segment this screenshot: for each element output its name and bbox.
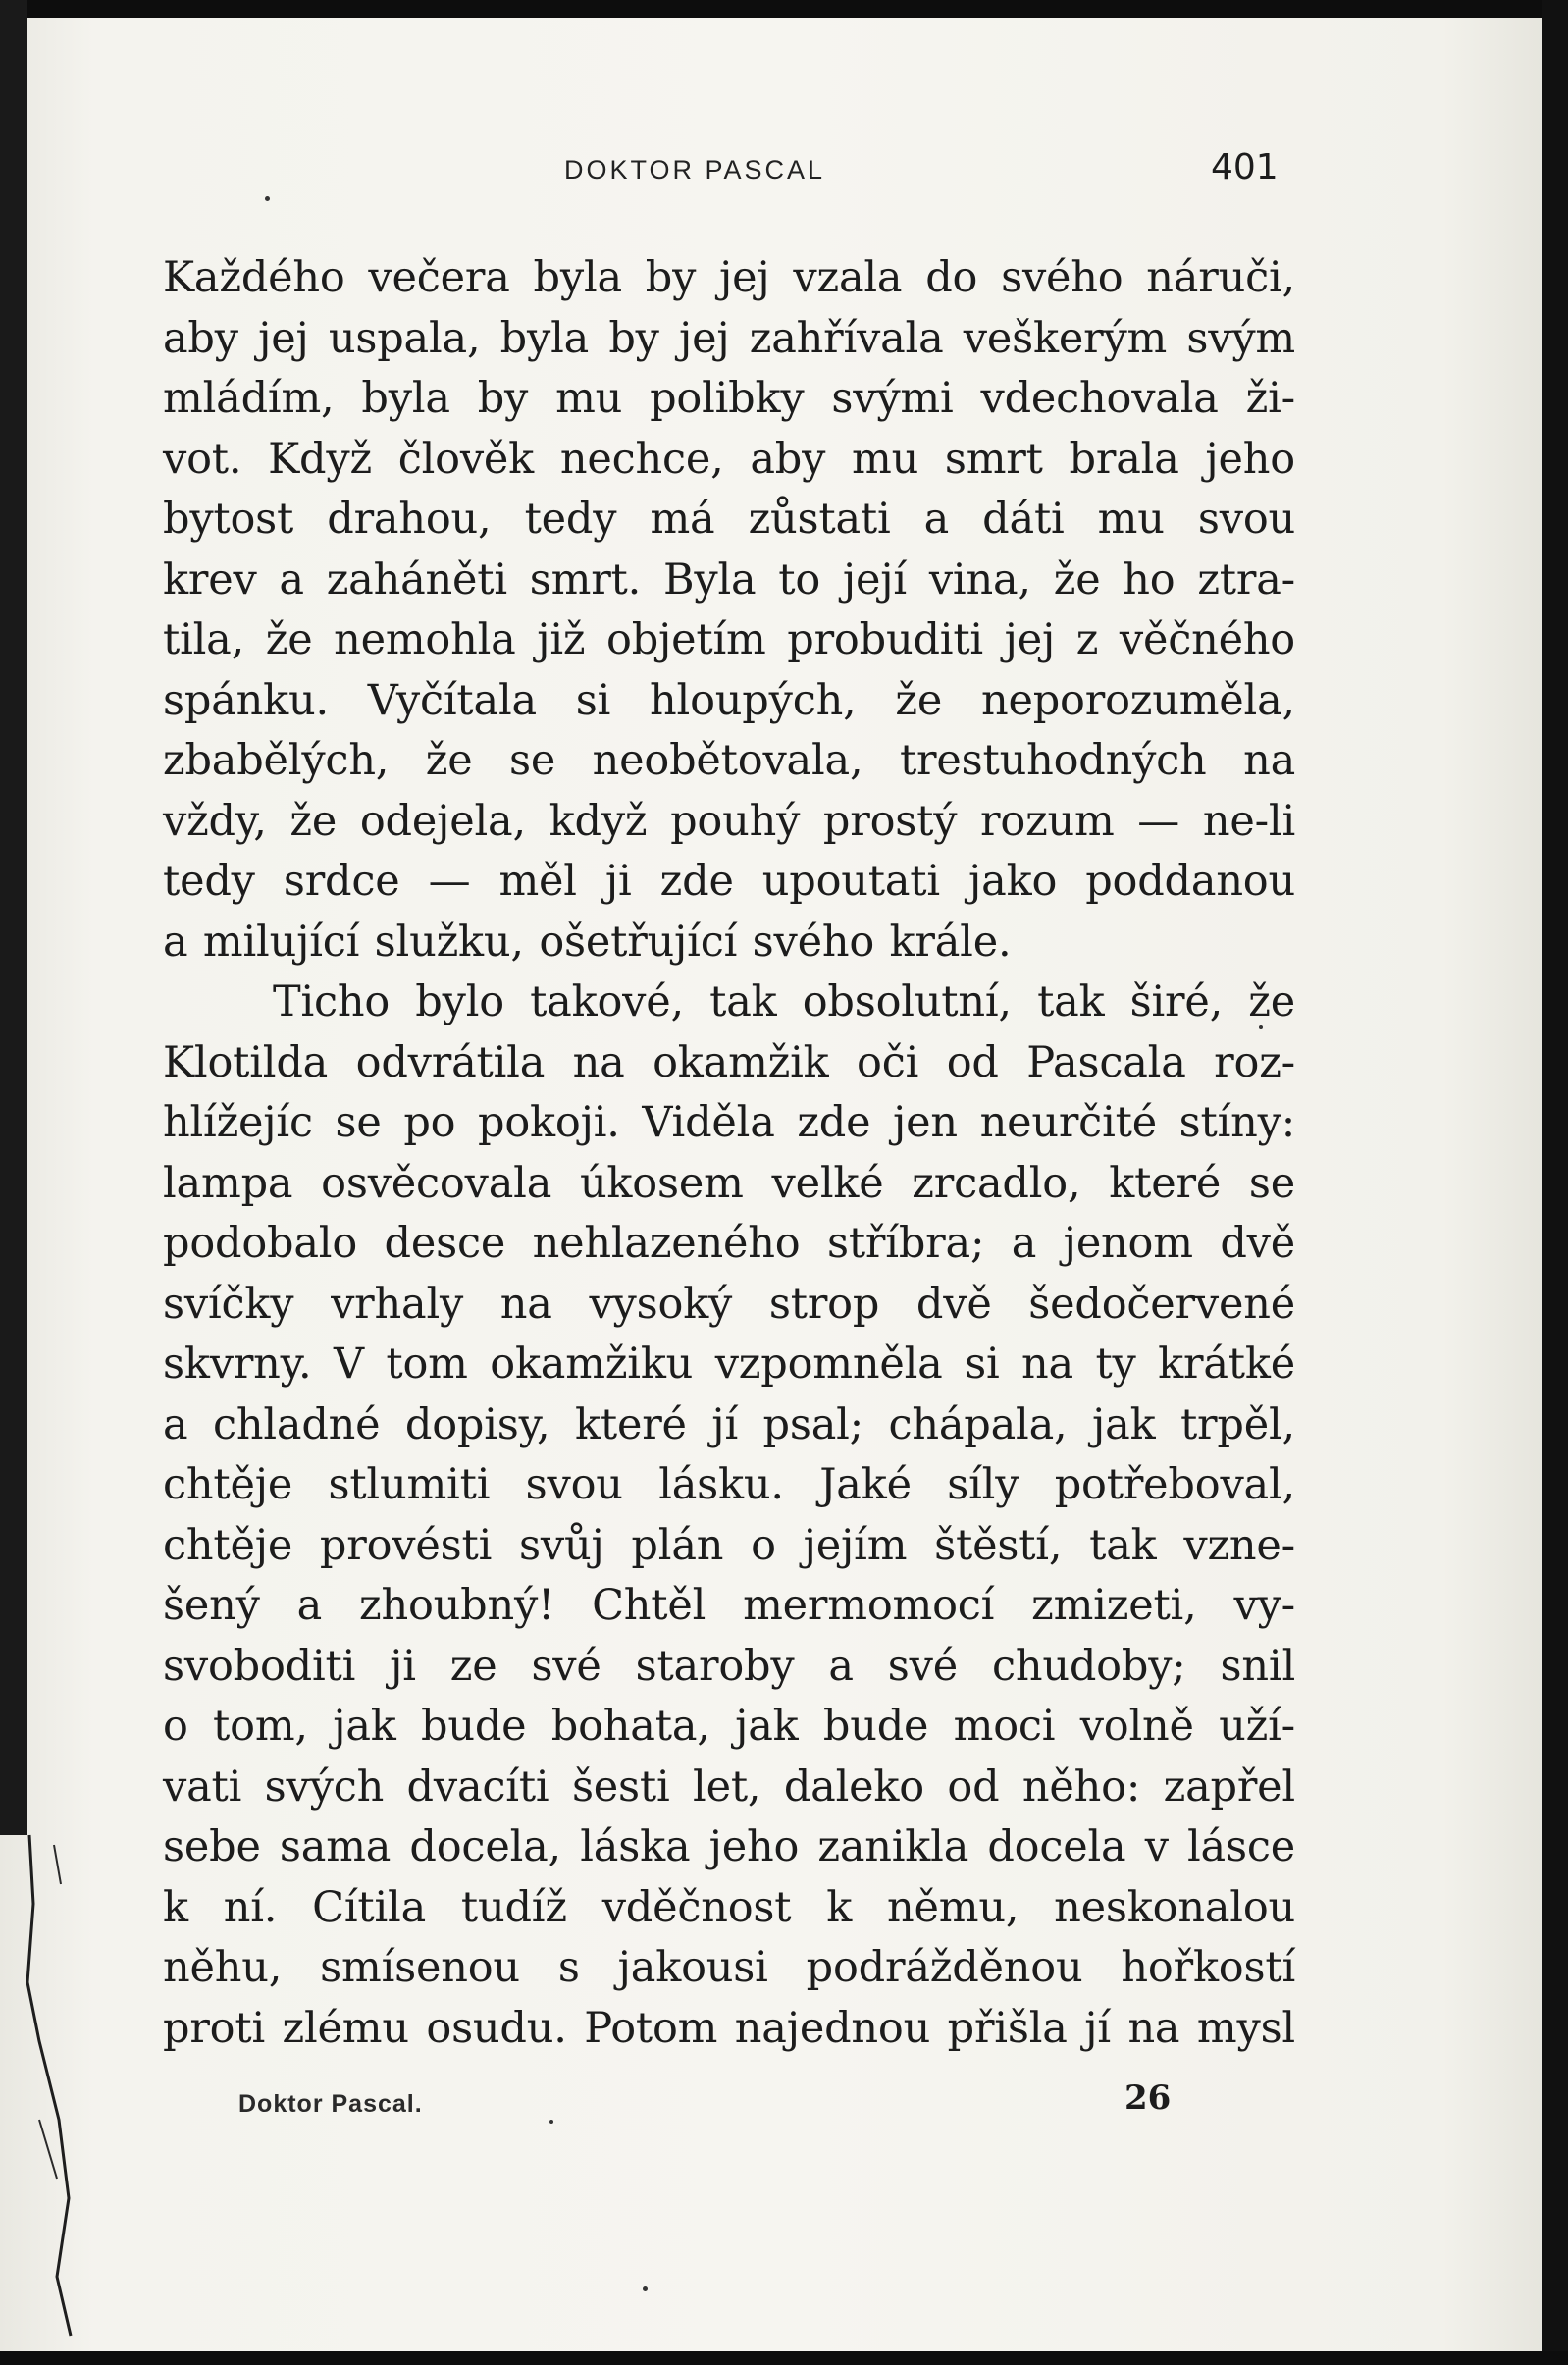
text-line: aby jej uspala, byla by jej zahřívala veškerým svým: [163, 313, 1295, 363]
text-line: chtěje stlumiti svou lásku. Jaké síly potřeboval,: [163, 1460, 1295, 1509]
scan-edge-right: [1542, 0, 1568, 2365]
text-line: bytost drahou, tedy má zůstati a dáti mu svou: [163, 495, 1295, 544]
body-text: [163, 248, 1295, 2059]
text-line: tedy srdce — měl ji zde upoutati jako poddanou: [163, 857, 1295, 906]
text-line: k ní. Cítila tudíž vděčnost k němu, neskonalou: [163, 1882, 1295, 1932]
text-line: sebe sama docela, láska jeho zanikla docela v lásce: [163, 1822, 1295, 1871]
text-line: Klotilda odvrátila na okamžik oči od Pascala roz-: [163, 1037, 1295, 1087]
text-line: podobalo desce nehlazeného stříbra; a jenom dvě: [163, 1219, 1295, 1268]
text-line: vati svých dvacíti šesti let, daleko od něho: zapřel: [163, 1761, 1295, 1812]
scan-edge-top: [0, 0, 1568, 18]
scan-edge-bottom: [0, 2351, 1568, 2365]
text-line: hlížejíc se po pokoji. Viděla zde jen neurčité stíny:: [163, 1098, 1295, 1147]
text-line: vždy, že odejela, když pouhý prostý rozum — ne-li: [163, 796, 1295, 846]
page-footer: [0, 2078, 1568, 2128]
page-header: [0, 145, 1568, 194]
scan-edge-left: [0, 0, 27, 1835]
text-line-paragraph-start: Ticho bylo takové, tak obsolutní, tak širé, že: [273, 977, 1295, 1026]
text-line: něhu, smísenou s jakousi podrážděnou hořkostí: [163, 1943, 1295, 1992]
text-line: a chladné dopisy, které jí psal; chápala, jak trpěl,: [163, 1399, 1295, 1449]
ink-speck: [265, 196, 270, 201]
text-line: spánku. Vyčítala si hloupých, že neporozuměla,: [163, 675, 1295, 725]
signature-title: Doktor Pascal.: [238, 2090, 423, 2118]
text-line: skvrny. V tom okamžiku vzpomněla si na ty krátké: [163, 1340, 1295, 1389]
text-line: vot. Když člověk nechce, aby mu smrt brala jeho: [163, 434, 1295, 484]
text-line-paragraph-end: a milující služku, ošetřující svého krále.: [163, 917, 1012, 967]
text-line: o tom, jak bude bohata, jak bude moci volně uží-: [163, 1702, 1295, 1751]
page-number: 401: [1211, 147, 1279, 187]
text-line: mládím, byla by mu polibky svými vdechovala ži-: [163, 374, 1295, 423]
text-line: šený a zhoubný! Chtěl mermomocí zmizeti, vy-: [163, 1581, 1295, 1630]
text-line: Každého večera byla by jej vzala do svého náruči,: [163, 253, 1295, 302]
signature-number: 26: [1124, 2078, 1172, 2118]
text-line: svoboditi ji ze své staroby a své chudoby; snil: [163, 1641, 1295, 1691]
text-line: svíčky vrhaly na vysoký strop dvě šedočervené: [163, 1279, 1295, 1329]
text-line: tila, že nemohla již objetím probuditi jej z věčného: [163, 615, 1295, 664]
text-line: chtěje provésti svůj plán o jejím štěstí, tak vzne-: [163, 1520, 1295, 1570]
text-line: lampa osvěcovala úkosem velké zrcadlo, které se: [163, 1158, 1295, 1208]
text-line: zbabělých, že se neobětovala, trestuhodných na: [163, 736, 1295, 785]
text-line: krev a zaháněti smrt. Byla to její vina, že ho ztra-: [163, 554, 1295, 604]
text-line: proti zlému osudu. Potom najednou přišla jí na mysl: [163, 2003, 1295, 2053]
running-title: DOKTOR PASCAL: [564, 155, 826, 184]
ink-speck: [643, 2286, 648, 2291]
